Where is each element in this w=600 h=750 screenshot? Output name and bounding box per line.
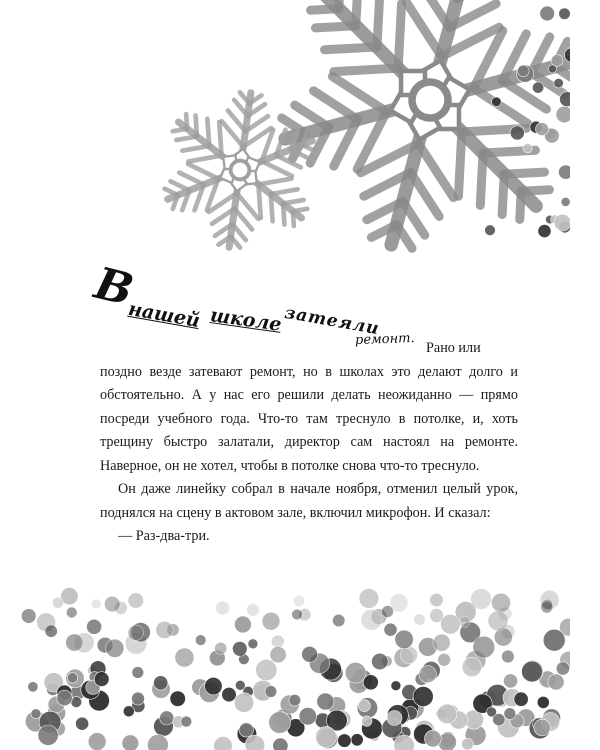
confetti-dot	[293, 595, 304, 606]
confetti-dot	[395, 630, 414, 649]
confetti-dot	[195, 635, 206, 646]
confetti-dot	[363, 675, 378, 690]
confetti-dot	[462, 657, 482, 677]
confetti-dot	[57, 690, 73, 706]
confetti-dot	[91, 599, 101, 609]
confetti-dot	[541, 601, 553, 613]
confetti-dot	[21, 609, 36, 624]
confetti-dot	[256, 659, 277, 680]
confetti-dot	[52, 597, 63, 608]
heading-word: затеяли	[282, 302, 382, 340]
confetti-dot	[345, 662, 366, 683]
confetti-dot	[147, 734, 168, 750]
confetti-dot	[232, 641, 247, 656]
confetti-dot	[534, 719, 551, 736]
confetti-dot	[556, 662, 569, 675]
confetti-dot	[537, 696, 549, 708]
confetti-dot	[132, 667, 144, 679]
confetti-dot	[216, 601, 230, 615]
paragraph-lead: Рано или	[426, 340, 481, 356]
confetti-dot	[160, 711, 174, 725]
paragraph: Он даже линейку собрал в начале ноября, отменил целый урок, поднялся на сцену в актовом зале, включил микрофон. И сказал:	[100, 481, 518, 521]
confetti-dot	[94, 672, 109, 687]
confetti-dot	[128, 625, 143, 640]
drop-cap: В	[89, 258, 139, 317]
confetti-dot	[473, 636, 495, 658]
paragraph: поздно везде затевают ремонт, но в школах это делают долго и обстоятельно. А у нас его решили делать неожиданно — прямо посреди учебного года. Что-то там треснуло в потолке, и, хоть трещину быстро залатали, директор сам настоял на ремонте. Наверное, он не хотел, чтобы в потолке снова что-то треснуло.	[100, 363, 518, 474]
confetti-dot	[247, 604, 260, 617]
confetti-dot	[299, 708, 317, 726]
confetti-dot	[438, 653, 451, 666]
confetti-dot	[248, 639, 258, 649]
confetti-dot	[222, 687, 237, 702]
confetti-dot	[234, 616, 251, 633]
confetti-dot	[122, 735, 139, 750]
confetti-dot	[358, 700, 370, 712]
confetti-dot	[384, 623, 397, 636]
confetti-dot	[271, 635, 284, 648]
confetti-dot	[414, 614, 426, 626]
confetti-dot	[270, 647, 286, 663]
confetti-dot	[548, 674, 564, 690]
confetti-dot	[503, 674, 517, 688]
heading-word: нашей	[126, 297, 202, 333]
confetti-dot	[316, 727, 337, 748]
confetti-dot	[67, 673, 77, 683]
confetti-dot	[170, 691, 186, 707]
confetti-dot	[462, 738, 474, 750]
confetti-dot	[123, 706, 134, 717]
confetti-dot	[382, 606, 394, 618]
confetti-dot	[38, 725, 58, 745]
confetti-dot	[433, 634, 450, 651]
confetti-dot	[514, 692, 528, 706]
chapter-opening-heading	[0, 0, 600, 360]
confetti-dot	[338, 734, 352, 748]
confetti-dot	[31, 709, 41, 719]
confetti-dot	[87, 619, 102, 634]
confetti-dot	[441, 614, 461, 634]
confetti-dot	[262, 612, 280, 630]
confetti-dot	[175, 648, 194, 667]
confetti-dot	[361, 609, 382, 630]
confetti-dot	[76, 717, 89, 730]
confetti-dot	[471, 589, 492, 610]
confetti-dot	[391, 681, 401, 691]
confetti-dot	[104, 596, 120, 612]
confetti-dot	[387, 711, 402, 726]
confetti-dot	[205, 677, 223, 695]
confetti-dot	[522, 661, 543, 682]
confetti-dot	[292, 609, 303, 620]
confetti-dot	[459, 617, 470, 628]
paragraph-spacer	[100, 337, 518, 361]
confetti-dot	[154, 676, 168, 690]
confetti-dot	[491, 593, 510, 612]
confetti-dot	[289, 694, 301, 706]
confetti-dot	[487, 707, 497, 717]
confetti-cluster-bottom	[21, 588, 577, 750]
confetti-dot	[419, 666, 436, 683]
confetti-dot	[413, 686, 433, 706]
body-text	[100, 337, 518, 549]
confetti-dot	[239, 723, 253, 737]
confetti-dot	[543, 629, 565, 651]
confetti-dot	[128, 593, 144, 609]
confetti-dot	[66, 607, 77, 618]
confetti-dot	[132, 692, 145, 705]
confetti-dot	[265, 686, 277, 698]
confetti-dot	[302, 646, 318, 662]
confetti-dot	[45, 625, 57, 637]
confetti-dot	[351, 734, 363, 746]
confetti-dot	[317, 693, 334, 710]
confetti-dot	[181, 716, 192, 727]
confetti-dot	[156, 621, 173, 638]
confetti-dot	[359, 589, 379, 609]
confetti-dot	[28, 682, 38, 692]
confetti-dot	[235, 680, 245, 690]
confetti-dot	[425, 730, 442, 747]
heading-word: школе	[208, 304, 283, 336]
dialogue-line: — Раз-два-три.	[118, 528, 210, 544]
confetti-dot	[88, 733, 106, 750]
confetti-dot	[437, 704, 457, 724]
confetti-dot	[488, 611, 508, 631]
confetti-dot	[362, 716, 372, 726]
confetti-dot	[234, 693, 254, 713]
confetti-dot	[430, 593, 444, 607]
confetti-dot	[332, 614, 345, 627]
confetti-dot	[214, 737, 233, 750]
confetti-dot	[502, 650, 515, 663]
confetti-dot	[106, 639, 124, 657]
confetti-dot	[372, 653, 389, 670]
confetti-dot	[215, 642, 227, 654]
confetti-dot	[273, 738, 288, 750]
heading-word: ремонт.	[354, 330, 415, 349]
confetti-dot	[269, 712, 291, 734]
confetti-dot	[504, 708, 516, 720]
confetti-dot	[66, 634, 83, 651]
